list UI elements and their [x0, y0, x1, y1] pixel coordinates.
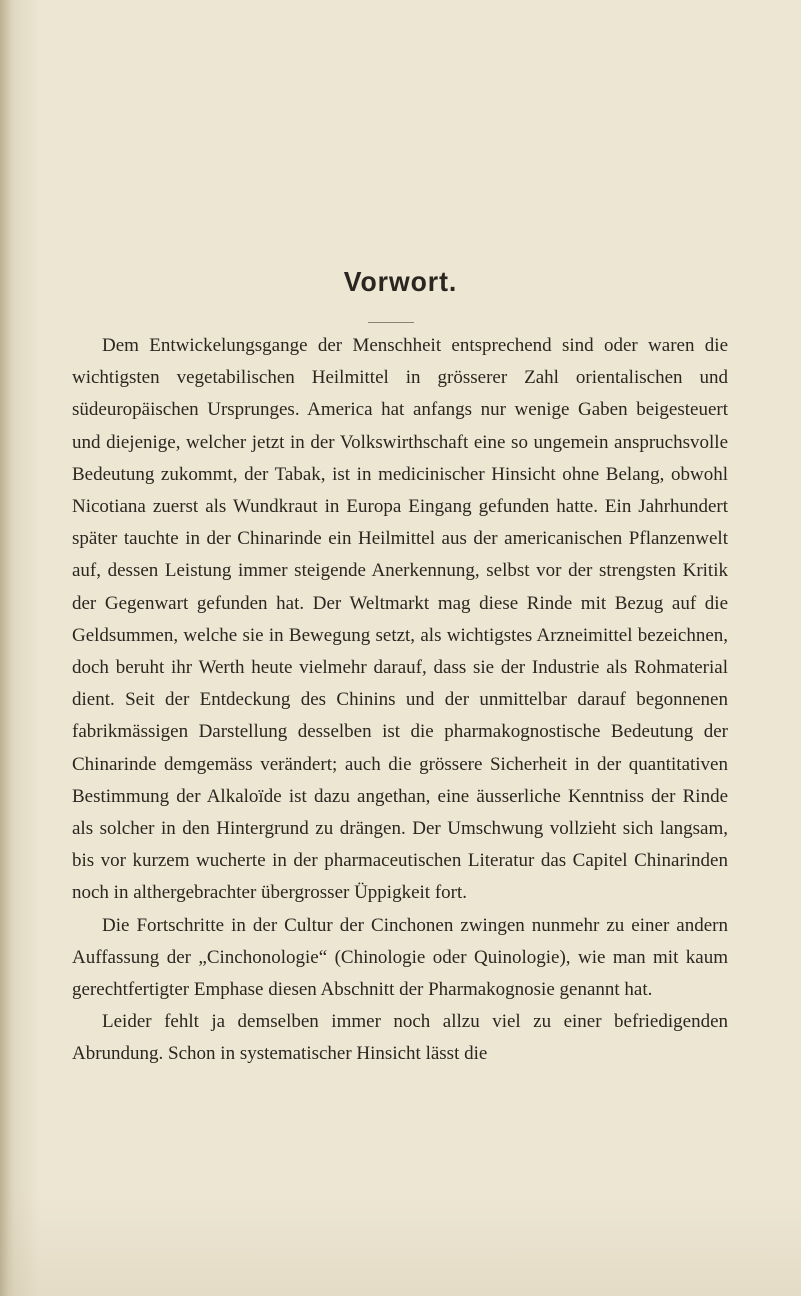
paragraph-3: Leider fehlt ja demselben immer noch allzu viel zu einer befriedigenden Abrundung. Schon in systematischer Hinsicht lässt die [72, 1011, 728, 1065]
paragraph-2: Die Fortschritte in der Cultur der Cinchonen zwingen nunmehr zu einer andern Auffassung der „Cinchonologie“ (Chinologie oder Quinologie), wie man mit kaum gerechtfertigter Emphase diesen Abschnitt der Pharmakognosie genannt hat. [72, 914, 728, 1001]
title-divider [368, 322, 414, 323]
page-binding-edge [0, 0, 10, 1296]
paragraph-1: Dem Entwickelungsgange der Menschheit entsprechend sind oder waren die wichtigsten vegetabilischen Heilmittel in grösserer Zahl orientalischen und südeuropäischen Ursprunges. America hat anfangs nur wenige Gaben beigesteuert und diejenige, welcher jetzt in der Volkswirthschaft eine so ungemein anspruchsvolle Bedeutung zukommt, der Tabak, ist in medicinischer Hinsicht ohne Belang, obwohl Nicotiana zuerst als Wundkraut in Europa Eingang gefunden hatte. Ein Jahrhundert später tauchte in der Chinarinde ein Heilmittel aus der americanischen Pflanzenwelt auf, dessen Leistung immer steigende Anerkennung, selbst vor der strengsten Kritik der Gegenwart gefunden hat. Der Weltmarkt mag diese Rinde mit Bezug auf die Geldsummen, welche sie in Bewegung setzt, als wichtigstes Arzneimittel bezeichnen, doch beruht ihr Werth heute vielmehr darauf, dass sie der Industrie als Rohmaterial dient. Seit der Entdeckung des Chinins und der unmittelbar darauf begonnenen fabrikmässigen Darstellung desselben ist die pharmakognostische Bedeutung der Chinarinde demgemäss verändert; auch die grössere Sicherheit in der quantitativen Bestimmung der Alkaloïde ist dazu angethan, eine äusserliche Kenntniss der Rinde als solcher in den Hintergrund zu drängen. Der Umschwung vollzieht sich langsam, bis vor kurzem wucherte in der pharmaceutischen Literatur das Capitel Chinarinden noch in althergebrachter übergrosser Üppigkeit fort. [72, 335, 728, 904]
page-title: Vorwort. [343, 266, 458, 297]
body-text [72, 330, 728, 1071]
